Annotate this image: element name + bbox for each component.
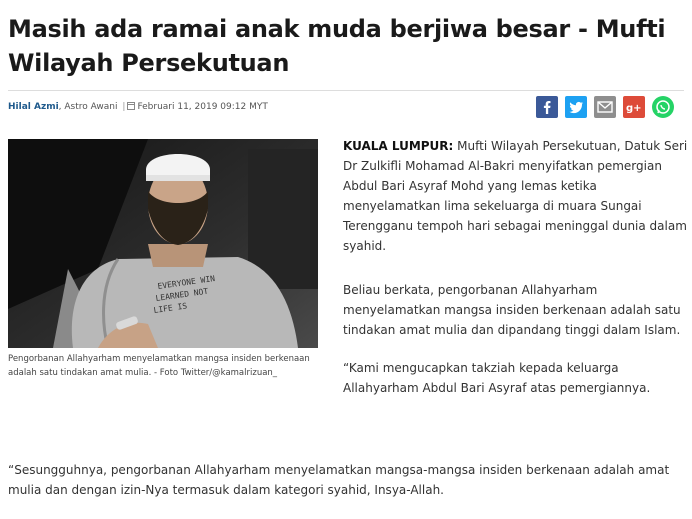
- title-divider: [8, 90, 684, 91]
- photo-caption: Pengorbanan Allahyarham menyelamatkan mangsa insiden berkenaan adalah satu tindakan amat mulia. - Foto Twitter/@kamalrizuan_: [8, 354, 310, 378]
- google-plus-icon[interactable]: [623, 96, 645, 118]
- author-link[interactable]: Hilal Azmi: [8, 102, 59, 112]
- whatsapp-icon[interactable]: [652, 96, 674, 118]
- byline-source: , Astro Awani: [58, 102, 118, 112]
- byline-separator: |: [122, 102, 126, 112]
- article-title: Masih ada ramai anak muda berjiwa besar - Mufti Wilayah Persekutuan: [8, 15, 666, 77]
- svg-text:g+: g+: [626, 103, 642, 114]
- paragraph-1: [343, 136, 688, 256]
- email-icon[interactable]: [594, 96, 616, 118]
- article-photo[interactable]: [8, 139, 318, 348]
- publish-date: Februari 11, 2019 09:12 MYT: [137, 102, 268, 112]
- facebook-icon[interactable]: [536, 96, 558, 118]
- paragraph-3: “Kami mengucapkan takziah kepada keluarga Allahyarham Abdul Bari Asyraf atas pemergiannya.: [343, 361, 651, 395]
- paragraph-1-text: Mufti Wilayah Persekutuan, Datuk Seri Dr Zulkifli Mohamad Al-Bakri menyifatkan pemergian Abdul Bari Asyraf Mohd yang lemas ketika menyelamatkan lima sekeluarga di muara Sungai Terengganu tempoh hari sebagai meninggal dunia dalam syahid.: [343, 139, 688, 253]
- calendar-icon: [127, 102, 135, 110]
- paragraph-2: Beliau berkata, pengorbanan Allahyarham menyelamatkan mangsa insiden berkenaan adalah satu tindakan amat mulia dan dipandang tinggi dalam Islam.: [343, 283, 681, 337]
- shirt-text-3: LIFE IS: [153, 301, 188, 315]
- byline: [8, 101, 268, 113]
- shirt-text-1: EVERYONE WIN: [157, 274, 216, 291]
- dateline: KUALA LUMPUR:: [343, 139, 454, 153]
- share-bar: [536, 96, 674, 118]
- paragraph-4: “Sesungguhnya, pengorbanan Allahyarham menyelamatkan mangsa-mangsa insiden berkenaan adalah amat mulia dan dengan izin-Nya termasuk dalam kategori syahid, Insya-Allah.: [8, 463, 670, 497]
- shirt-text-2: LEARNED NOT: [155, 286, 209, 303]
- twitter-icon[interactable]: [565, 96, 587, 118]
